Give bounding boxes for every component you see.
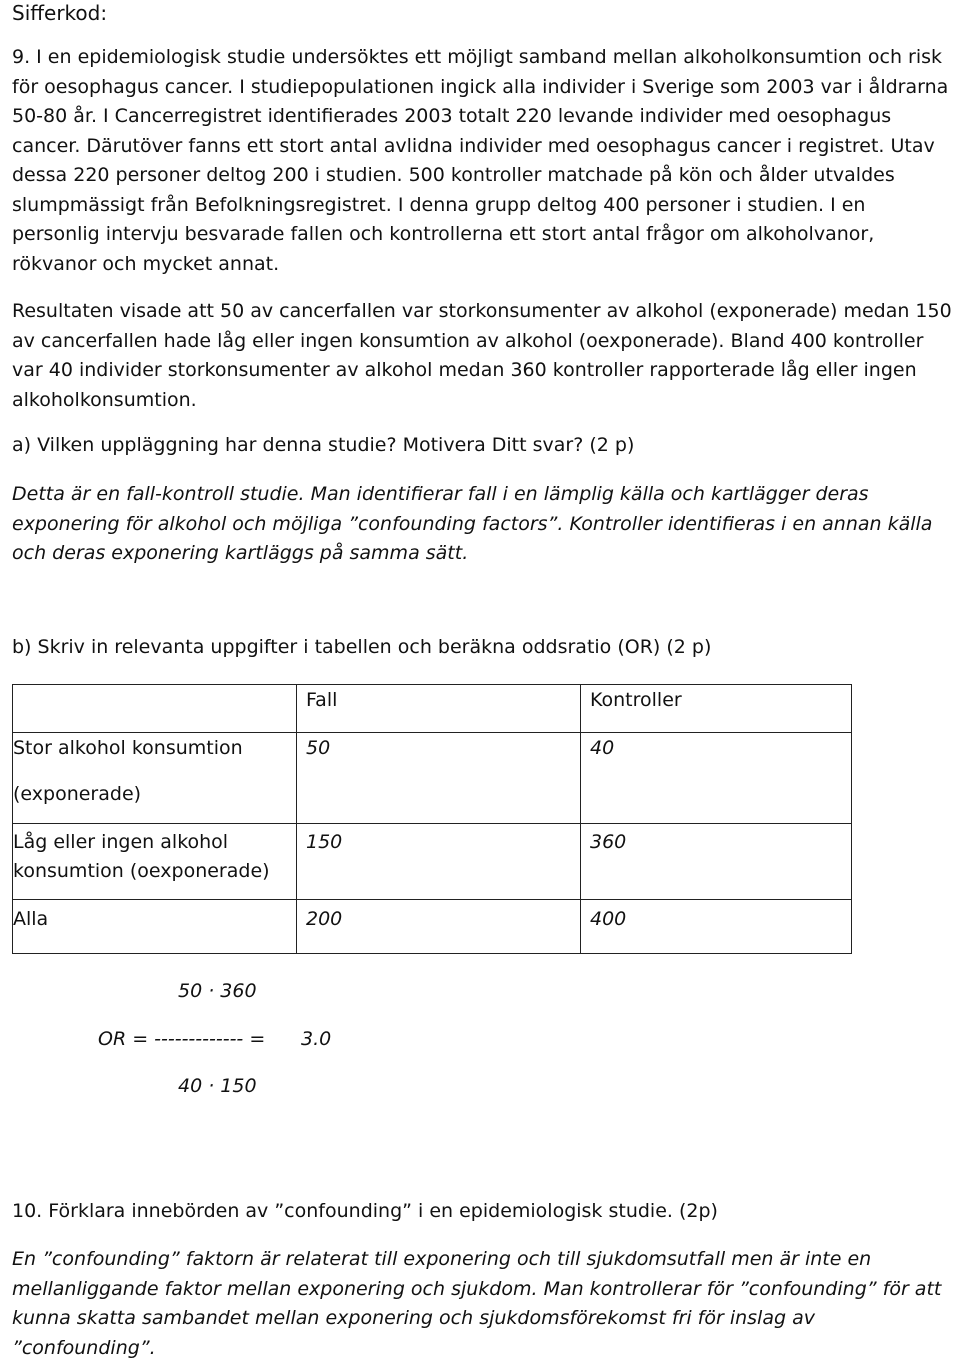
question-9-text: 9. I en epidemiologisk studie undersöktes ett möjligt samband mellan alkoholkonsumtion och risk för oesophagus cancer. I studiepopulationen ingick alla individer i Sverige som 2003 var i åldrarna 50-80 år. I Cancerregistret identifierades 2003 totalt 220 levande individer med oesophagus cancer. Därutöver fanns ett stort antal avlidna individer med oesophagus cancer i registret. Utav dessa 220 personer deltog 200 i studien. 500 kontroller matchade på kön och ålder utvaldes slumpmässigt från Befolkningsregistret. I denna grupp deltog 400 personer i studien. I en personlig intervju besvarade fallen och kontrollerna ett stort antal frågor om alkoholvanor, rökvanor och mycket annat. bbox=[12, 46, 949, 275]
page-header: Sifferkod: bbox=[12, 1, 108, 25]
row-all-label: Alla bbox=[13, 908, 49, 930]
table-divider bbox=[13, 823, 851, 824]
question-9-results: Resultaten visade att 50 av cancerfallen var storkonsumenter av alkohol (exponerade) medan 150 av cancerfallen hade låg eller ingen konsumtion av alkohol (oexponerade). Bland 400 kontroller var 40 individer storkonsumenter av alkohol medan 360 kontroller rapporterade låg eller ingen alkoholkonsumtion. bbox=[12, 300, 952, 411]
row-all-kontroller: 400 bbox=[590, 908, 627, 930]
row-exposed-label-line1: Stor alkohol konsumtion bbox=[13, 737, 243, 759]
question-10: 10. Förklara innebörden av ”confounding” i en epidemiologisk studie. (2p) bbox=[12, 1200, 718, 1222]
formula-lhs: OR = ------------- = bbox=[98, 1028, 266, 1050]
table-header-fall: Fall bbox=[306, 689, 338, 711]
formula-result: 3.0 bbox=[301, 1028, 332, 1050]
table-header-empty bbox=[296, 685, 580, 732]
question-9a: a) Vilken uppläggning har denna studie? Motivera Ditt svar? (2 p) bbox=[12, 434, 635, 456]
row-exposed-fall: 50 bbox=[306, 737, 331, 759]
table-divider bbox=[13, 899, 851, 900]
row-unexposed-label-line1: Låg eller ingen alkohol bbox=[13, 831, 229, 853]
row-unexposed-label-line2: konsumtion (oexponerade) bbox=[13, 860, 270, 882]
table-header-kontroller: Kontroller bbox=[590, 689, 682, 711]
question-9b: b) Skriv in relevanta uppgifter i tabellen och beräkna oddsratio (OR) (2 p) bbox=[12, 636, 712, 658]
row-exposed-label-line2: (exponerade) bbox=[13, 783, 142, 805]
exposure-table bbox=[12, 684, 852, 954]
answer-9a: Detta är en fall-kontroll studie. Man identifierar fall i en lämplig källa och kartlägger deras exponering för alkohol och möjliga ”confounding factors”. Kontroller identifieras i en annan källa och deras exponering kartläggs på samma sätt. bbox=[12, 483, 933, 564]
row-unexposed-fall: 150 bbox=[306, 831, 343, 853]
formula-denominator: 40 · 150 bbox=[178, 1075, 257, 1097]
row-all-fall: 200 bbox=[306, 908, 343, 930]
row-exposed-kontroller: 40 bbox=[590, 737, 615, 759]
formula-numerator: 50 · 360 bbox=[178, 980, 257, 1002]
table-divider bbox=[580, 685, 581, 953]
answer-10: En ”confounding” faktorn är relaterat till exponering och till sjukdomsutfall men är inte en mellanliggande faktor mellan exponering och sjukdom. Man kontrollerar för ”confounding” för att kunna skatta sambandet mellan exponering och sjukdomsförekomst fri för inslag av ”confounding”. bbox=[12, 1248, 942, 1359]
row-unexposed-kontroller: 360 bbox=[590, 831, 627, 853]
table-divider bbox=[13, 732, 851, 733]
